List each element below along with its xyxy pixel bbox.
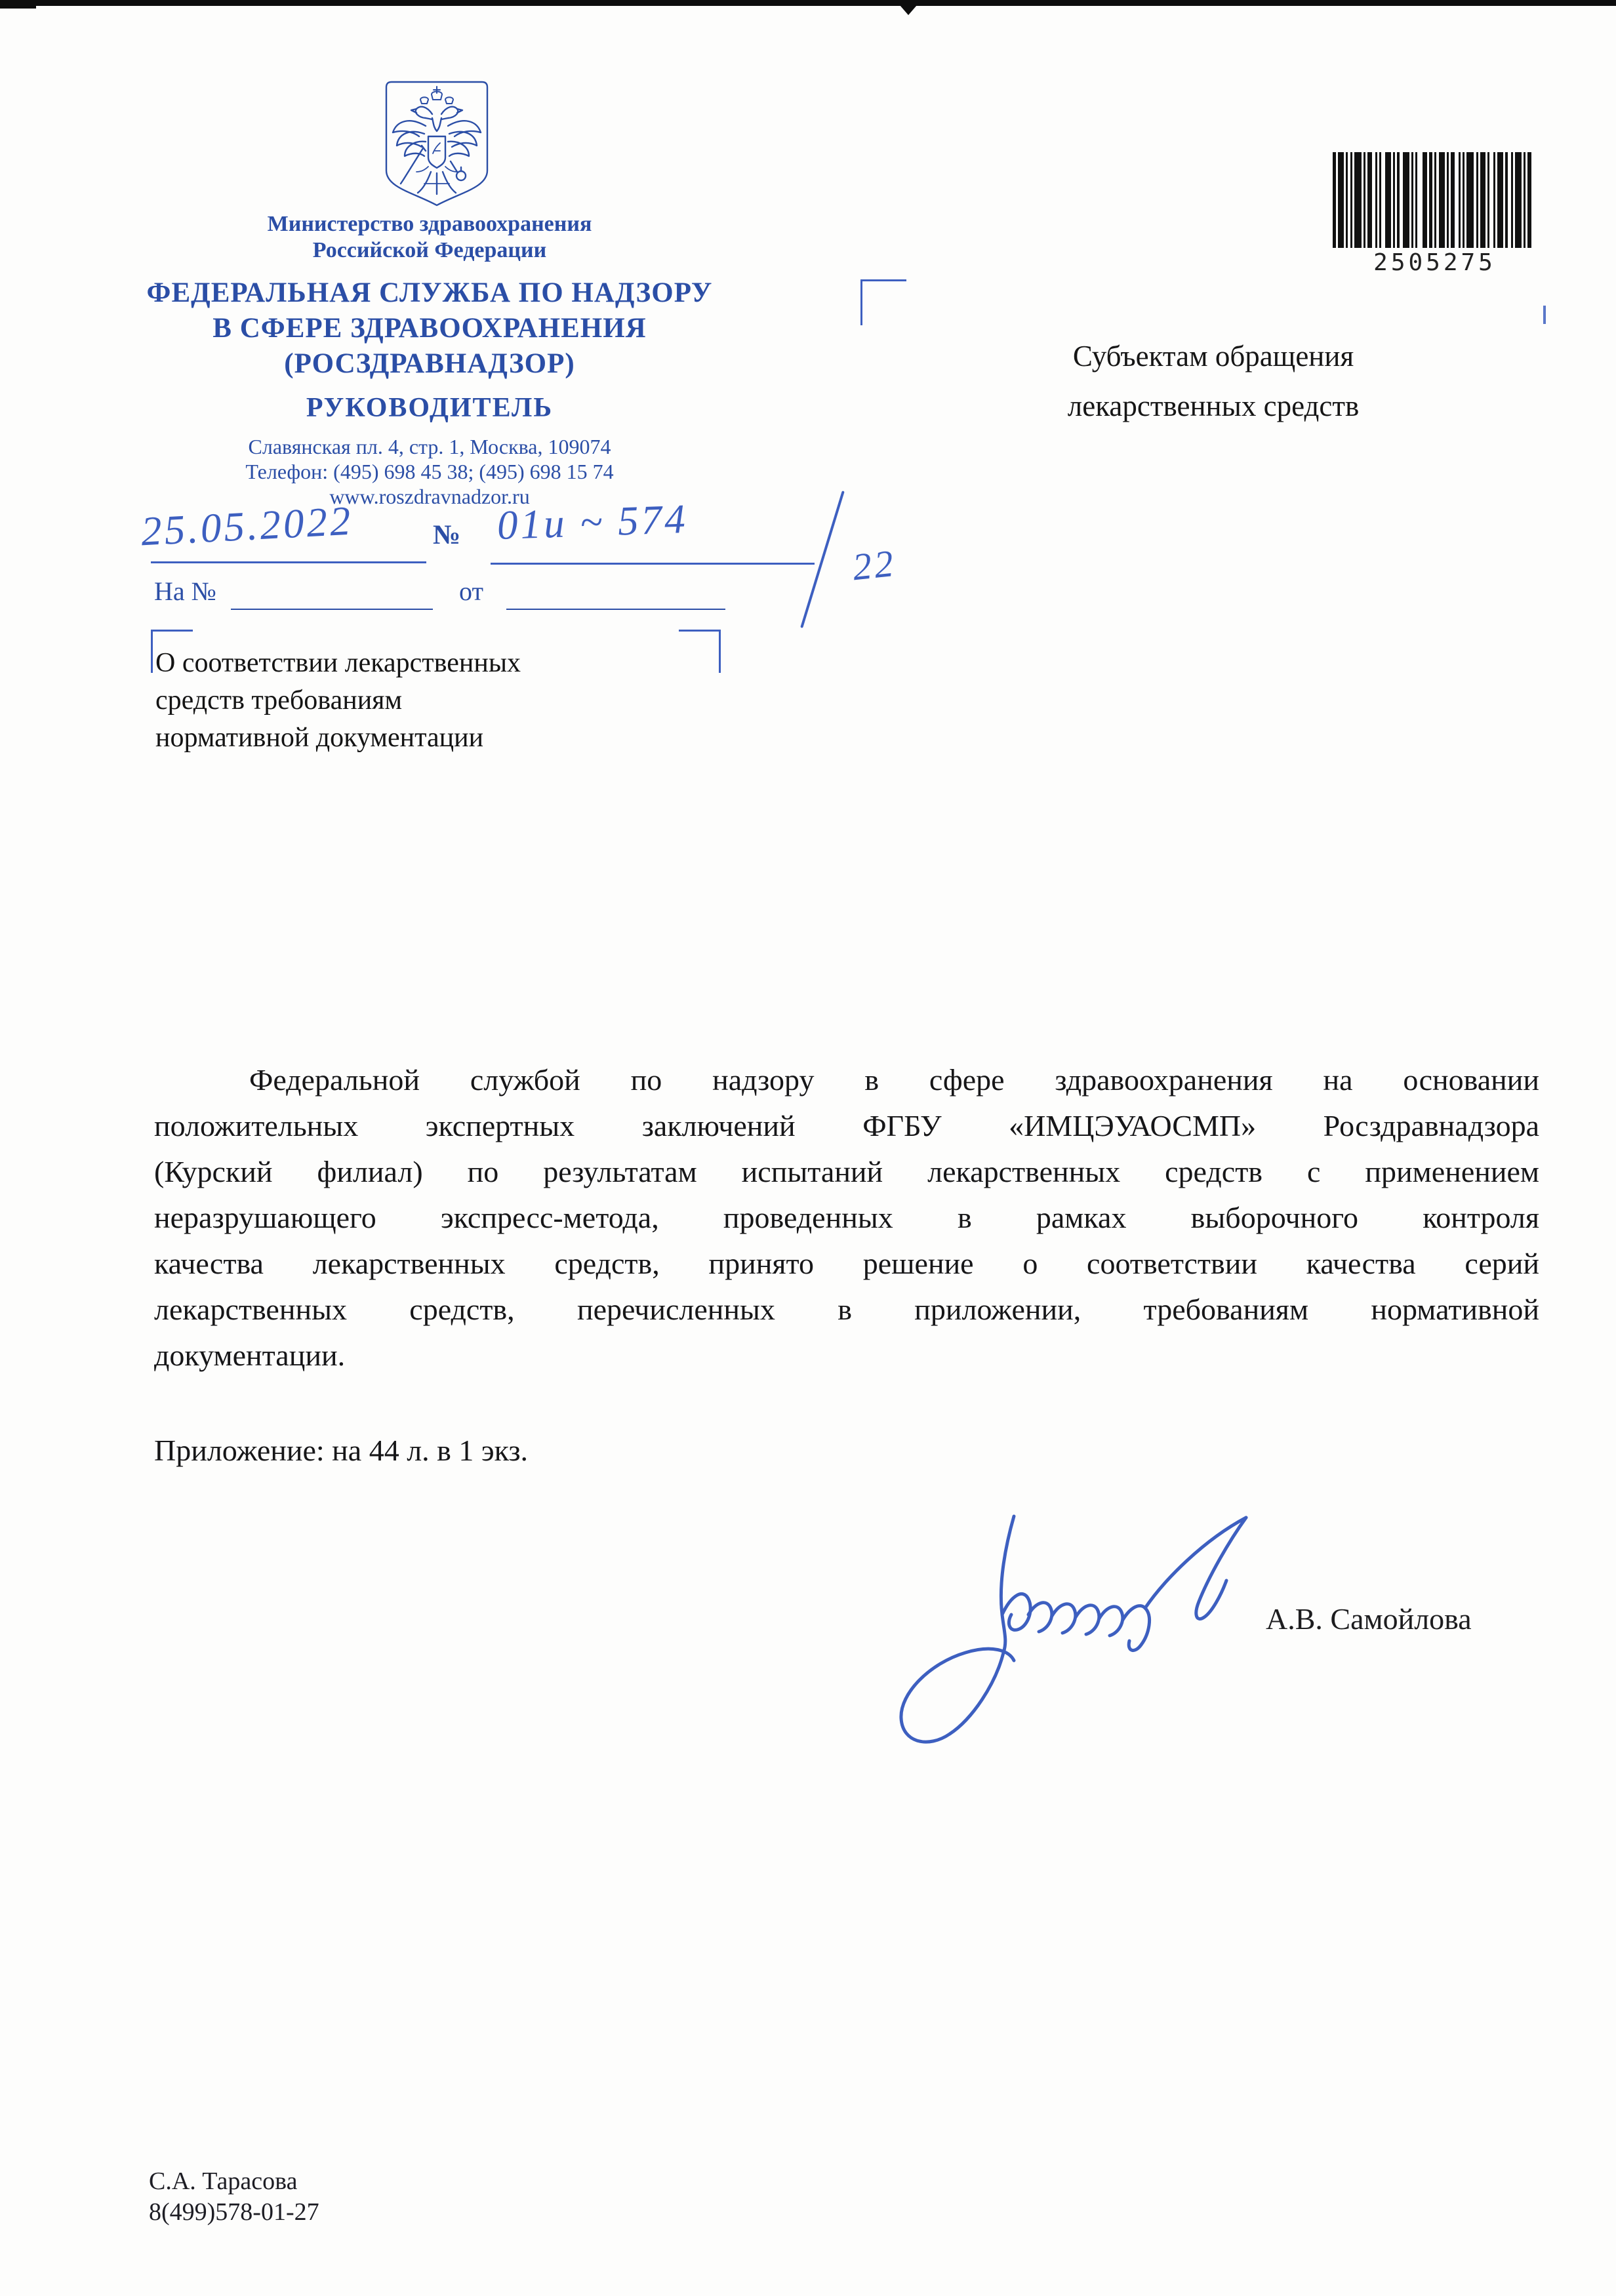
- reply-to-label: На №: [154, 576, 216, 606]
- letterhead-address: Славянская пл. 4, стр. 1, Москва, 109074: [248, 435, 611, 458]
- scan-edge-notch: [900, 5, 917, 15]
- reply-from-label: от: [459, 576, 483, 606]
- body-line: неразрушающего экспресс-метода, проведенных в рамках выборочного контроля: [154, 1201, 1539, 1234]
- ministry-name: [131, 211, 728, 264]
- service-line1: ФЕДЕРАЛЬНАЯ СЛУЖБА ПО НАДЗОРУ: [146, 277, 713, 308]
- barcode-number: 2505275: [1373, 249, 1496, 276]
- recipient-line1: Субъектам обращения: [1072, 340, 1354, 373]
- address-zone-corner-mark: [860, 279, 906, 325]
- body-line: Федеральной службой по надзору в сфере здравоохранения на основании: [249, 1063, 1539, 1097]
- subject-block: [155, 645, 719, 757]
- executor-block: [149, 2166, 319, 2228]
- signature-ink: [872, 1502, 1331, 1751]
- outgoing-number-year: 22: [850, 541, 899, 589]
- handwritten-slash: [800, 491, 845, 628]
- subject-line1: О соответствии лекарственных: [155, 648, 521, 678]
- number-sign: №: [433, 520, 461, 550]
- body-paragraph: [154, 1057, 1539, 1379]
- executor-phone: 8(499)578-01-27: [149, 2198, 319, 2226]
- barcode: [1333, 152, 1531, 248]
- service-line3: (РОСЗДРАВНАДЗОР): [284, 348, 575, 379]
- service-name: [131, 275, 728, 382]
- right-edge-tick: [1543, 306, 1546, 324]
- ministry-line1: Министерство здравоохранения: [267, 212, 592, 236]
- letterhead-phone: Телефон: (495) 698 45 38; (495) 698 15 74: [245, 460, 614, 483]
- body-line: документации.: [154, 1339, 346, 1372]
- body-line: качества лекарственных средств, принято решение о соответствии качества серий: [154, 1247, 1539, 1280]
- number-underline: [491, 563, 815, 565]
- body-line: (Курский филиал) по результатам испытаний лекарственных средств с применением: [154, 1155, 1539, 1188]
- scan-edge-strip-left: [0, 0, 36, 9]
- subject-line3: нормативной документации: [155, 723, 484, 753]
- recipient-block: [984, 331, 1443, 431]
- executor-name: С.А. Тарасова: [149, 2167, 298, 2195]
- outgoing-date-handwritten: 25.05.2022: [140, 497, 355, 555]
- service-line2: В СФЕРЕ ЗДРАВООХРАНЕНИЯ: [212, 313, 647, 344]
- letterhead-website: www.roszdravnadzor.ru: [329, 485, 530, 508]
- attachment-note: Приложение: на 44 л. в 1 экз.: [154, 1434, 529, 1467]
- reply-date-underline: [506, 609, 725, 610]
- subject-line2: средств требованиям: [155, 685, 403, 715]
- recipient-line2: лекарственных средств: [1067, 390, 1360, 422]
- scan-edge-strip: [0, 0, 1616, 6]
- reply-number-underline: [231, 609, 433, 610]
- body-line: положительных экспертных заключений ФГБУ «ИМЦЭУАОСМП» Росздравнадзора: [154, 1109, 1539, 1142]
- position-title: РУКОВОДИТЕЛЬ: [306, 393, 554, 423]
- ministry-line2: Российской Федерации: [312, 238, 547, 262]
- signer-name: А.В. Самойлова: [1266, 1602, 1472, 1636]
- outgoing-number-handwritten: 01и ~ 574: [496, 495, 689, 549]
- coat-of-arms-icon: [384, 80, 490, 209]
- date-underline: [151, 561, 426, 563]
- body-line: лекарственных средств, перечисленных в приложении, требованиям нормативной: [154, 1293, 1539, 1326]
